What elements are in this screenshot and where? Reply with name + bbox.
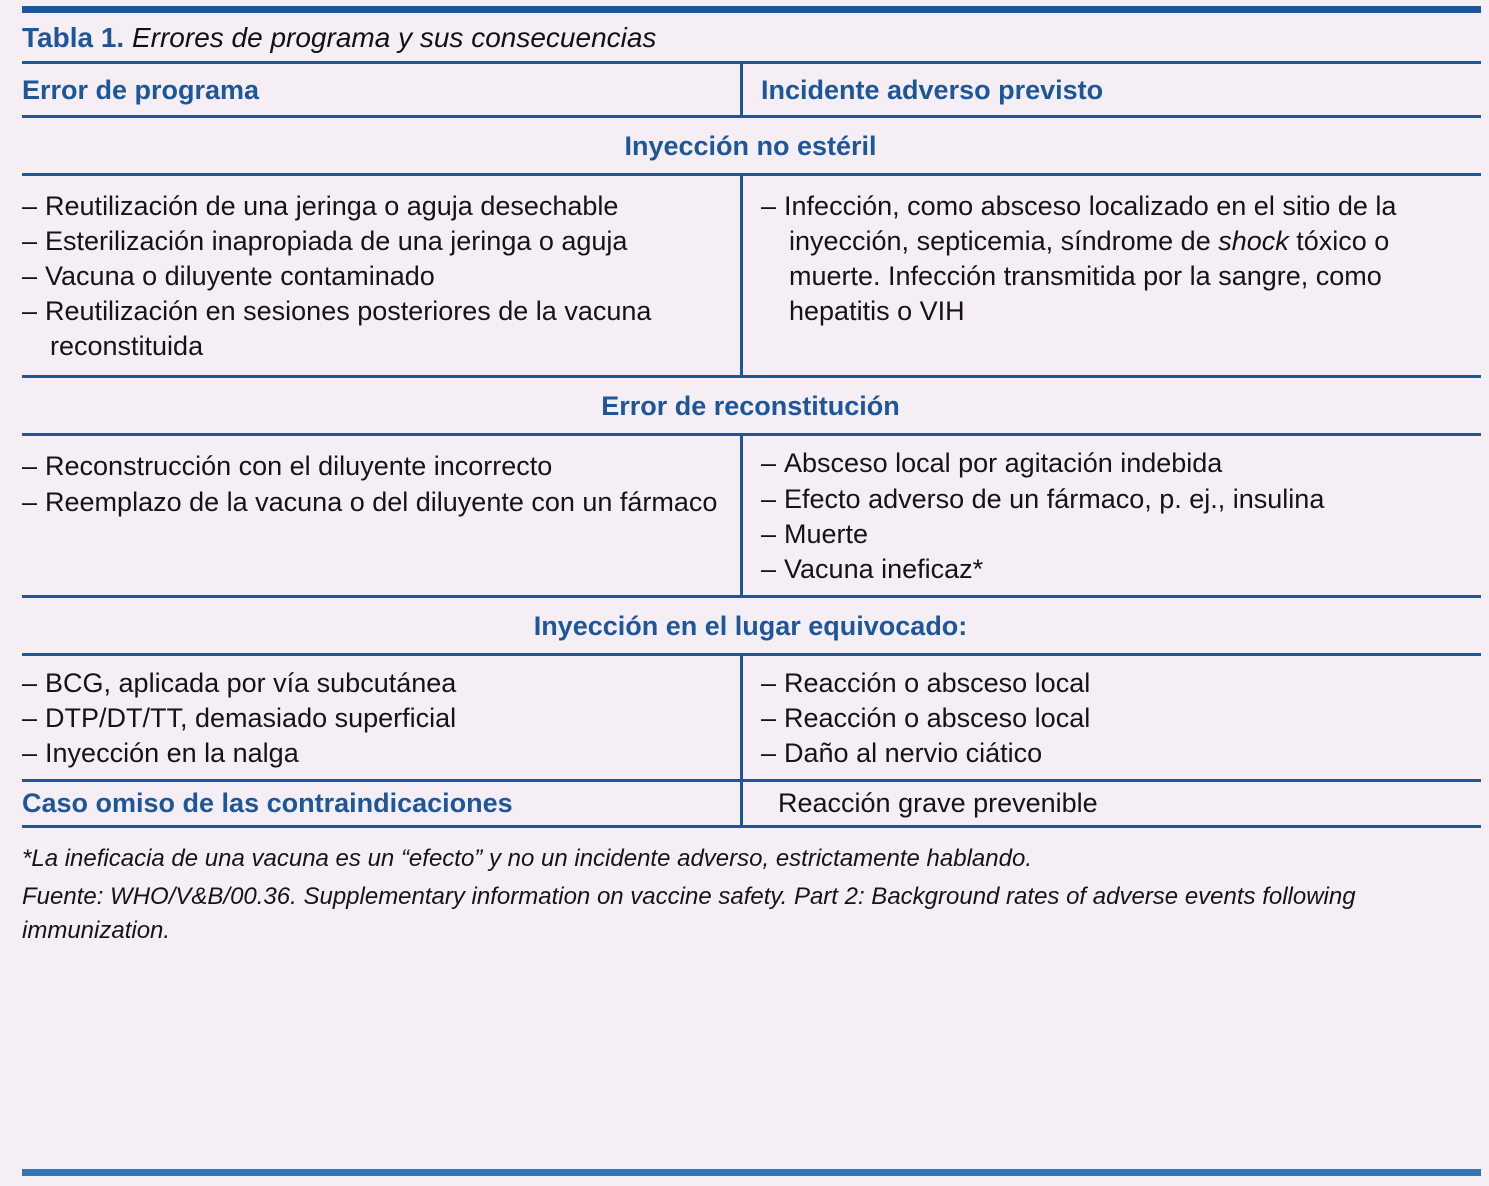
section-0-right-cell (740, 176, 1489, 378)
section-2-left-cell (0, 656, 740, 782)
section-title-2: Inyección en el lugar equivocado: (533, 610, 968, 641)
list-item-text: Infección, como absceso localizado en el sitio de la inyección, septicemia, síndrome de shock tóxico o muerte. Infección transmitida por la sangre, como hepatitis o VIH (784, 191, 1397, 327)
bullet-dash-icon: – (22, 702, 38, 733)
list-item (761, 189, 1477, 329)
section-0-right-list (761, 189, 1477, 329)
table (0, 13, 1489, 1169)
section-2-right-list (761, 666, 1477, 771)
list-item (22, 485, 730, 520)
list-item-text: Reutilización de una jeringa o aguja desechable (45, 191, 619, 221)
table-caption-row (0, 13, 1489, 64)
list-item-text: Muerte (784, 518, 869, 549)
bullet-dash-icon: – (761, 448, 777, 479)
bullet-dash-icon: – (761, 553, 777, 584)
section-1-right-list (761, 446, 1477, 586)
bullet-dash-icon: – (761, 483, 777, 514)
column-header-right: Incidente adverso previsto (740, 64, 1489, 118)
list-item (761, 552, 1477, 587)
bullet-dash-icon: – (22, 226, 38, 257)
list-item (761, 482, 1477, 517)
section-0-left-cell (0, 176, 740, 378)
bullet-dash-icon: – (761, 518, 777, 549)
list-item-text: Daño al nervio ciático (784, 738, 1043, 769)
list-item (22, 736, 730, 771)
list-item (22, 449, 730, 484)
section-1-left-list (22, 449, 730, 519)
bullet-dash-icon: – (22, 451, 38, 482)
section-1-right-cell (740, 436, 1489, 597)
list-item (22, 224, 730, 259)
list-item (761, 517, 1477, 552)
footnote-0: *La ineficacia de una vacuna es un “efecto” y no un incidente adverso, estrictamente hablando. (22, 845, 1032, 873)
table-caption (0, 13, 1489, 64)
caption-number: Tabla 1. (22, 22, 125, 53)
list-item-text: DTP/DT/TT, demasiado superficial (45, 702, 457, 733)
column-header-row (0, 64, 1489, 118)
list-item-text: Reacción o absceso local (784, 702, 1091, 733)
bullet-dash-icon: – (22, 486, 38, 517)
list-item-text: Esterilización inapropiada de una jeringa o aguja (45, 226, 628, 257)
section-title-1: Error de reconstitución (601, 391, 900, 422)
list-item (761, 446, 1477, 481)
bullet-dash-icon: – (22, 667, 38, 698)
list-item (761, 736, 1477, 771)
final-row-right: Reacción grave prevenible (740, 782, 1489, 828)
list-item (22, 701, 730, 736)
list-item-text: Reconstrucción con el diluyente incorrecto (45, 451, 553, 482)
table-bottom-rule (22, 1169, 1481, 1176)
bullet-dash-icon: – (22, 261, 38, 292)
list-item (761, 701, 1477, 736)
section-2-left-list (22, 666, 730, 771)
section-body-row-0 (0, 176, 1489, 378)
list-item (22, 294, 730, 364)
table-top-rule (22, 6, 1481, 13)
list-item (22, 666, 730, 701)
section-body-row-2 (0, 656, 1489, 782)
section-2-right-cell (740, 656, 1489, 782)
footnote-1: Fuente: WHO/V&B/00.36. Supplementary information on vaccine safety. Part 2: Background rates of adverse events following immunization. (22, 883, 1356, 945)
list-item (761, 666, 1477, 701)
final-row (0, 782, 1489, 828)
section-1-left-cell (0, 436, 740, 597)
bullet-dash-icon: – (761, 702, 777, 733)
footnotes (0, 828, 1489, 958)
list-item-text: Inyección en la nalga (45, 738, 299, 769)
list-item-text: Reacción o absceso local (784, 667, 1091, 698)
list-item-text: Absceso local por agitación indebida (784, 448, 1223, 479)
list-item-text: Reutilización en sesiones posteriores de la vacuna reconstituida (45, 296, 652, 362)
list-item-text: Reemplazo de la vacuna o del diluyente con un fármaco (45, 486, 718, 517)
section-body-row-1 (0, 436, 1489, 597)
footnotes-row (0, 828, 1489, 958)
list-item-text: BCG, aplicada por vía subcutánea (45, 667, 457, 698)
column-header-left: Error de programa (22, 75, 260, 105)
list-item-text: Vacuna ineficaz* (784, 553, 984, 584)
section-title-0: Inyección no estéril (624, 131, 877, 161)
final-row-left: Caso omiso de las contraindicaciones (22, 788, 513, 819)
list-item (22, 189, 730, 224)
caption-text: Errores de programa y sus consecuencias (131, 22, 657, 53)
bullet-dash-icon: – (761, 667, 777, 698)
bullet-dash-icon: – (22, 191, 38, 221)
list-item-text: Efecto adverso de un fármaco, p. ej., insulina (784, 483, 1325, 514)
section-header-row-0 (0, 118, 1489, 176)
bullet-dash-icon: – (22, 296, 38, 327)
list-item-text: Vacuna o diluyente contaminado (45, 261, 435, 292)
section-header-row-1 (0, 378, 1489, 436)
list-item (22, 259, 730, 294)
bullet-dash-icon: – (22, 738, 38, 769)
bullet-dash-icon: – (761, 191, 777, 221)
bullet-dash-icon: – (761, 738, 777, 769)
section-0-left-list (22, 189, 730, 364)
section-header-row-2 (0, 598, 1489, 656)
